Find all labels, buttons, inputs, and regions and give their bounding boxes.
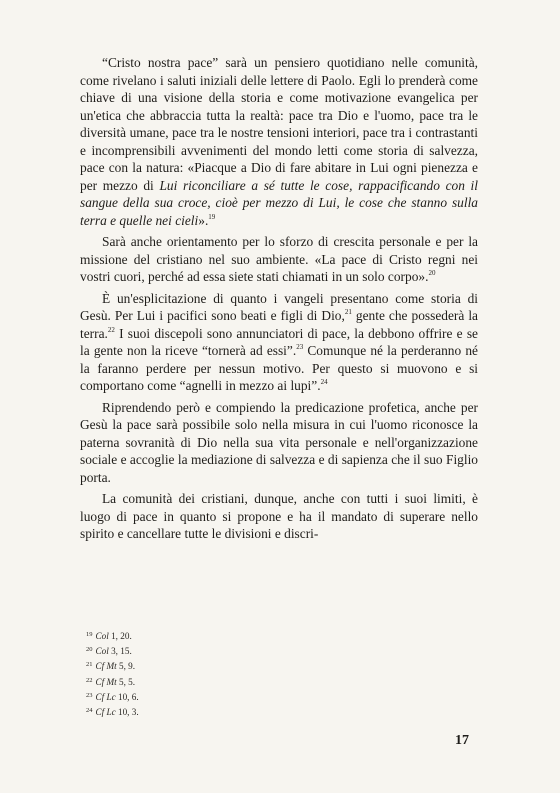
- text-segment: I suoi discepoli sono annunciatori di pace, la debbono offrire e se la gente non la riceve “tornerà ad essi”.: [80, 325, 478, 358]
- text-segment: “Cristo nostra pace” sarà un pensiero quotidiano nelle comunità, come rivelano i saluti iniziali delle lettere di Paolo. Egli lo prenderà come chiave di una visione della storia e come motivazione evangelica per un'etica che abbraccia tutta la realtà: pace tra Dio e l'uomo, pace tra le diversità umane, pace tra le nostre tensioni interiori, pace tra i contrastanti e incomprensibili avvenimenti del mondo letti come storia di salvezza, pace con la natura: «Piacque a Dio di fare abitare in Lui ogni pienezza e per mezzo di: [80, 55, 478, 193]
- footnote-reference: Cf Mt: [95, 661, 117, 672]
- text-segment: È un'esplicitazione di quanto i vangeli presentano come storia di Gesù. Per Lui i pacifici sono beati e figli di Dio,: [80, 290, 478, 323]
- footnote-location: 5, 5.: [116, 676, 136, 687]
- text-segment: ».: [198, 212, 209, 228]
- footnote-number: 24: [86, 707, 93, 715]
- text-segment: La comunità dei cristiani, dunque, anche con tutti i suoi limiti, è luogo di pace in quanto si propone e ha il mandato di superare nello spirito e cancellare tutte le divisioni e discri-: [80, 491, 478, 541]
- footnote-location: 5, 9.: [116, 661, 136, 672]
- footnote: [86, 674, 386, 689]
- text-segment: Sarà anche orientamento per lo sforzo di crescita personale e per la missione del cristiano nel suo ambiente. «La pace di Cristo regni nei vostri cuori, perché ad essa siete stati chiamati in un solo corpo».: [80, 234, 478, 284]
- text-segment: Comunque né la perderanno né la faranno perdere per nessun motivo. Per questo si muovono e si comportano come “agnelli in mezzo ai lupi”.: [80, 343, 478, 393]
- paragraph: [80, 233, 478, 286]
- footnotes: [86, 628, 386, 719]
- italic-quote: Lui riconciliare a sé tutte le cose, rappacificando con il sangue della sua croce, cioè per mezzo di Lui, le cose che stanno sulla terra e quelle nei cieli: [80, 177, 479, 228]
- footnote: [86, 658, 386, 673]
- text-segment: gente che possederà la terra.: [80, 308, 478, 341]
- footnote-number: 20: [86, 646, 93, 654]
- footnote: [86, 643, 386, 658]
- footnote-marker: 20: [428, 269, 436, 277]
- footnote-reference: Cf Lc: [95, 707, 116, 718]
- footnote-reference: Col: [95, 646, 109, 657]
- footnote-location: 3, 15.: [108, 646, 132, 657]
- footnote-location: 1, 20.: [108, 631, 132, 641]
- footnote-marker: 21: [344, 308, 352, 316]
- footnote: [86, 704, 386, 719]
- text-segment: Riprendendo però e compiendo la predicazione profetica, anche per Gesù la pace sarà possibile solo nella misura in cui l'uomo riconosce la paterna sovranità di Dio nella sua vita personale e nell'organizzazione sociale e accoglie la mediazione di salvezza e di sapienza che il suo Figlio porta.: [80, 399, 478, 485]
- page-number: 17: [455, 733, 469, 748]
- body-text: [80, 54, 478, 547]
- footnote-number: 19: [86, 631, 93, 638]
- footnote: [86, 689, 386, 704]
- footnote-marker: 24: [320, 378, 328, 386]
- footnote-location: 10, 3.: [115, 707, 139, 718]
- footnote-reference: Cf Mt: [95, 676, 117, 687]
- paragraph: [80, 290, 478, 395]
- footnote-number: 23: [86, 691, 93, 699]
- footnote-reference: Cf Lc: [95, 691, 116, 702]
- paragraph: [80, 399, 478, 487]
- footnote: [86, 628, 386, 643]
- paragraph: [80, 54, 478, 229]
- footnote-marker: 19: [208, 212, 216, 221]
- footnote-marker: 22: [107, 325, 115, 334]
- footnote-marker: 23: [296, 343, 304, 351]
- paragraph: [80, 490, 478, 543]
- footnote-number: 21: [86, 661, 93, 669]
- footnote-location: 10, 6.: [115, 691, 139, 702]
- footnote-number: 22: [86, 676, 93, 684]
- footnote-reference: Col: [95, 631, 109, 641]
